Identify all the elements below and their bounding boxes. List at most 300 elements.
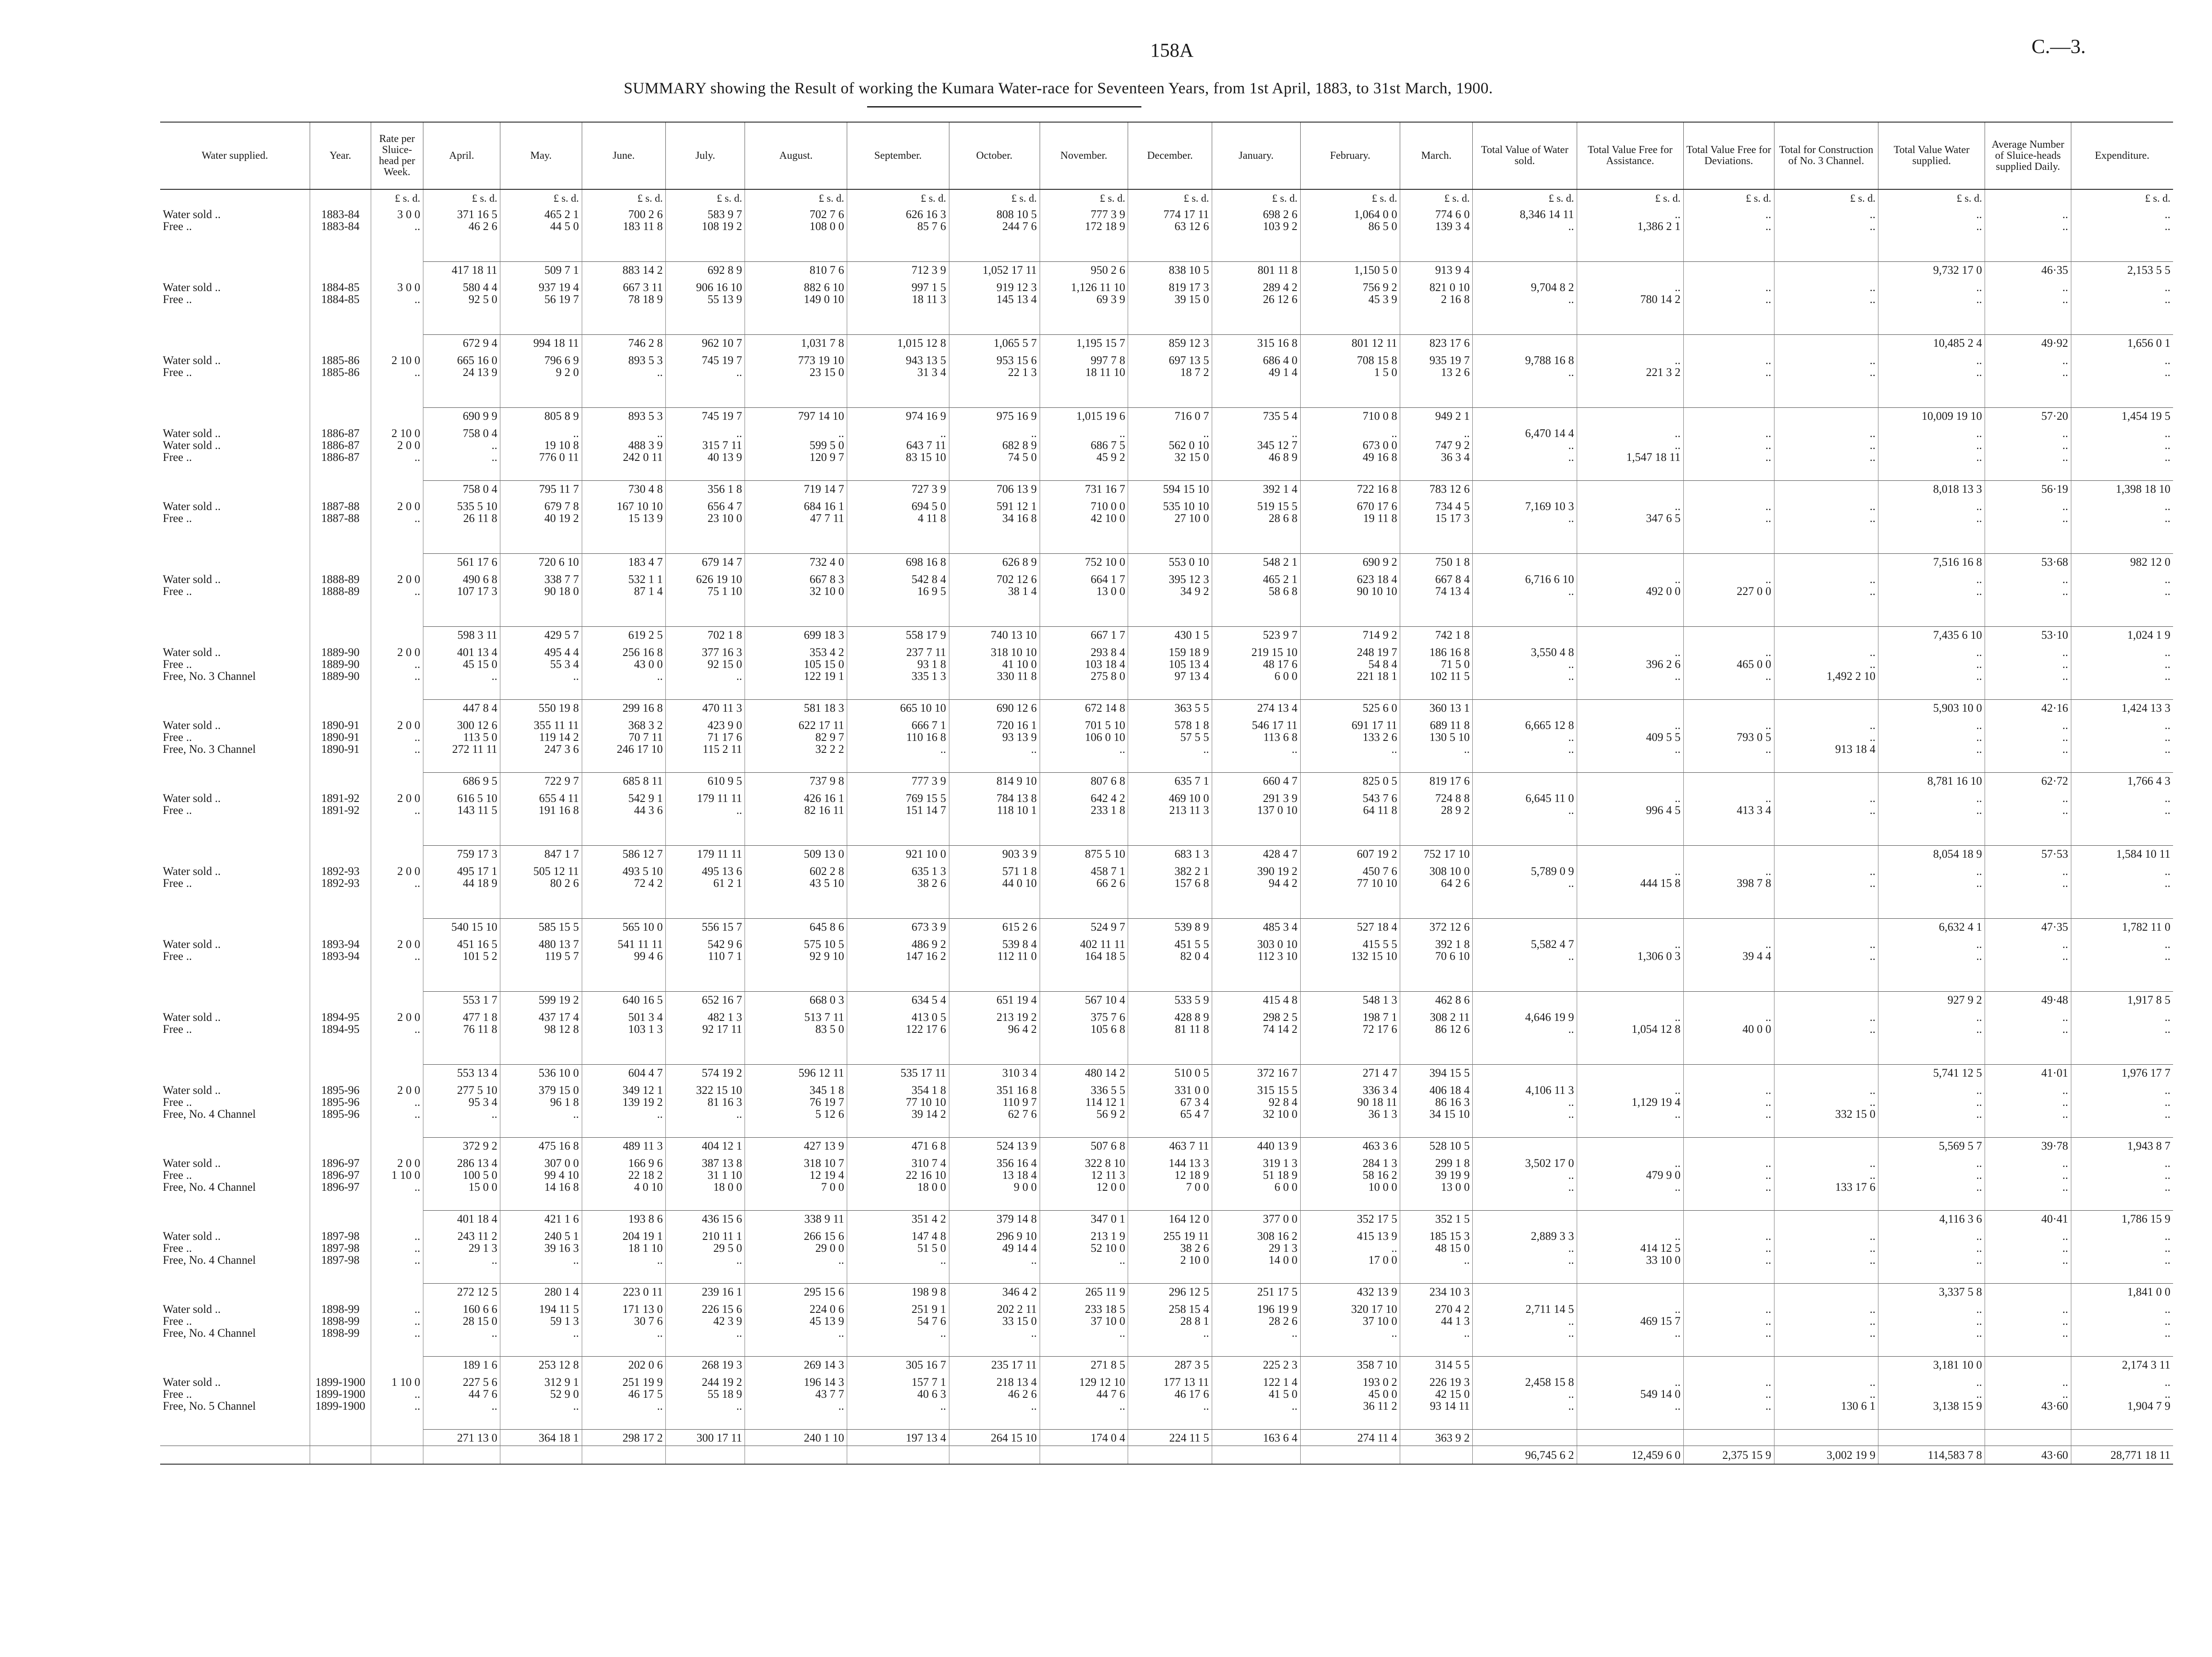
month-total-cell: 363 5 5 [1128,700,1212,716]
blank-cell [1577,1211,1683,1227]
month-total-cell: 428 4 7 [1212,846,1300,862]
month-value-cell: .. 643 7 11 83 15 10 [847,424,949,481]
month-total-cell: 271 13 0 [423,1430,500,1446]
water-type-cell: Water sold .. Free .. [160,1008,310,1065]
month-value-cell: 777 3 9 172 18 9 [1040,205,1128,262]
month-value-cell: 144 13 3 12 18 9 7 0 0 [1128,1154,1212,1211]
blank-cell [310,1357,371,1373]
unit-label: £ s. d. [500,189,582,205]
total-supplied-cell: 4,116 3 6 [1878,1211,1985,1227]
month-value-cell: 953 15 6 22 1 3 [949,351,1040,408]
year-block-row [160,862,2173,919]
month-value-cell: .. 315 7 11 40 13 9 [666,424,745,481]
blank-cell [1473,1284,1577,1300]
grand-total-avg: 43·60 [1985,1446,2071,1465]
unit-label: £ s. d. [949,189,1040,205]
month-value-cell: 349 12 1 139 19 2 .. [582,1081,666,1138]
column-header: Total Value Free for Deviations. [1683,122,1774,189]
month-total-cell: 234 10 3 [1400,1284,1473,1300]
rate-cell: 2 0 0 1 10 0 .. [371,1154,423,1211]
blank-cell [1473,627,1577,643]
column-header: January. [1212,122,1300,189]
summary-cell-dev: .. .. .. [1683,1154,1774,1211]
month-total-cell: 358 7 10 [1300,1357,1400,1373]
year-total-row [160,554,2173,570]
month-total-cell: 223 0 11 [582,1284,666,1300]
month-value-cell: 423 9 0 71 17 6 115 2 11 [666,716,745,773]
summary-cell-constr: .. .. [1774,789,1878,846]
summary-cell-assist: .. 469 15 7 .. [1577,1300,1683,1357]
month-total-cell: 823 17 6 [1400,335,1473,351]
grand-total-supplied: 114,583 7 8 [1878,1446,1985,1465]
total-supplied-cell: 5,903 10 0 [1878,700,1985,716]
month-value-cell: 303 0 10 112 3 10 [1212,935,1300,992]
summary-cell-avg: .. .. [1985,862,2071,919]
year-total-row [160,627,2173,643]
year-block-row [160,716,2173,773]
total-supplied-cell: 9,732 17 0 [1878,262,1985,278]
average-sluice-heads-cell: 57·53 [1985,846,2071,862]
average-sluice-heads-cell: 46·35 [1985,262,2071,278]
expenditure-cell: 1,766 4 3 [2071,773,2173,789]
blank-cell [1577,700,1683,716]
month-value-cell: 458 7 1 66 2 6 [1040,862,1128,919]
blank-cell [1577,773,1683,789]
month-total-cell: 604 4 7 [582,1065,666,1081]
summary-cell-dev: .. .. [1683,351,1774,408]
blank-cell [1473,408,1577,424]
month-value-cell: .. 682 8 9 74 5 0 [949,424,1040,481]
month-total-cell: 404 12 1 [666,1138,745,1154]
month-total-cell: 1,015 19 6 [1040,408,1128,424]
month-value-cell: 734 4 5 15 17 3 [1400,497,1473,554]
blank-cell [1473,1138,1577,1154]
summary-cell-exp: .. .. .. [2165,1084,2170,1120]
unit-label: £ s. d. [371,189,423,205]
month-value-cell: 774 6 0 139 3 4 [1400,205,1473,262]
month-value-cell: 437 17 4 98 12 8 [500,1008,582,1065]
unit-label: £ s. d. [666,189,745,205]
page-number: 158A [1150,39,1194,61]
year-block-row [160,789,2173,846]
month-value-cell: 356 16 4 13 18 4 9 0 0 [949,1154,1040,1211]
blank-cell [1683,700,1774,716]
month-value-cell: 773 19 10 23 15 0 [745,351,847,408]
month-total-cell: 598 3 11 [423,627,500,643]
page-title: SUMMARY showing the Result of working the Kumara Water-race for Seventeen Years, from 1st April, 1883, to 31st March, 1900. [624,79,1493,97]
month-value-cell: 623 18 4 90 10 10 [1300,570,1400,627]
year-cell: 1885-86 1885-86 [310,351,371,408]
summary-cell-supplied: .. .. [1878,1008,1985,1065]
month-total-cell: 253 12 8 [500,1357,582,1373]
month-total-cell: 706 13 9 [949,481,1040,497]
month-total-cell: 436 15 6 [666,1211,745,1227]
month-total-cell: 847 1 7 [500,846,582,862]
summary-cell-constr: .. .. 133 17 6 [1774,1154,1878,1211]
month-value-cell: 532 1 1 87 1 4 [582,570,666,627]
expenditure-cell: 1,424 13 3 [2071,700,2173,716]
month-value-cell: 312 9 1 52 9 0 .. [500,1373,582,1430]
month-value-cell: 177 13 11 46 17 6 .. [1128,1373,1212,1430]
blank-cell [1683,992,1774,1008]
water-type-cell: Water sold .. Free .. [160,205,310,262]
month-total-cell: 510 0 5 [1128,1065,1212,1081]
month-value-cell: 667 3 11 78 18 9 [582,278,666,335]
total-supplied-cell: 10,485 2 4 [1878,335,1985,351]
month-value-cell: .. 488 3 9 242 0 11 [582,424,666,481]
month-value-cell: 495 17 1 44 18 9 [423,862,500,919]
summary-cell-assist: .. 409 5 5 .. [1577,716,1683,773]
summary-cell-exp: .. .. .. [2165,1230,2170,1266]
year-cell: 1892-93 1892-93 [310,862,371,919]
blank-cell [1577,992,1683,1008]
month-value-cell: 542 8 4 16 9 5 [847,570,949,627]
year-cell: 1884-85 1884-85 [310,278,371,335]
month-total-cell: 553 13 4 [423,1065,500,1081]
blank-cell [1473,1211,1577,1227]
blank-cell [310,773,371,789]
summary-cell-supplied: .. .. .. [1878,1154,1985,1211]
average-sluice-heads-cell [1985,1430,2071,1446]
blank-cell [371,481,423,497]
rate-cell: 2 0 0 .. [371,1008,423,1065]
expenditure-cell: 1,976 17 7 [2071,1065,2173,1081]
year-block-row [160,935,2173,992]
month-value-cell: 226 15 6 42 3 9 .. [666,1300,745,1357]
month-total-cell: 567 10 4 [1040,992,1128,1008]
month-total-cell: 962 10 7 [666,335,745,351]
blank-cell [1473,1065,1577,1081]
month-total-cell: 524 9 7 [1040,919,1128,935]
unit-label: £ s. d. [1774,189,1878,205]
summary-cell-constr: .. .. [1774,862,1878,919]
month-value-cell: 353 4 2 105 15 0 122 19 1 [745,643,847,700]
month-total-cell: 819 17 6 [1400,773,1473,789]
blank-cell [1774,481,1878,497]
month-total-cell: 287 3 5 [1128,1357,1212,1373]
month-value-cell: 224 0 6 45 13 9 .. [745,1300,847,1357]
month-value-cell: 147 4 8 51 5 0 .. [847,1227,949,1284]
month-total-cell: 305 16 7 [847,1357,949,1373]
month-value-cell: 666 7 1 110 16 8 .. [847,716,949,773]
month-value-cell: 689 11 8 130 5 10 .. [1400,716,1473,773]
month-value-cell: 535 10 10 27 10 0 [1128,497,1212,554]
summary-cell-exp: .. .. [2165,354,2170,379]
month-value-cell: 395 12 3 34 9 2 [1128,570,1212,627]
month-total-cell: 553 1 7 [423,992,500,1008]
month-value-cell: 490 6 8 107 17 3 [423,570,500,627]
summary-cell-sold: 3,550 4 8 .. .. [1473,643,1577,700]
blank-cell [160,773,310,789]
blank-cell [1683,1284,1774,1300]
month-value-cell: 194 11 5 59 1 3 .. [500,1300,582,1357]
column-header: July. [666,122,745,189]
month-value-cell: 698 2 6 103 9 2 [1212,205,1300,262]
water-type-cell: Water sold .. Free .. [160,789,310,846]
rate-cell: 2 0 0 .. [371,570,423,627]
summary-cell-sold: 2,711 14 5 .. .. [1473,1300,1577,1357]
month-value-cell: 196 14 3 43 7 7 .. [745,1373,847,1430]
month-total-cell: 372 12 6 [1400,919,1473,935]
water-type-cell: Water sold .. Free .. [160,935,310,992]
summary-cell-sold: 9,704 8 2 .. [1473,278,1577,335]
year-total-row [160,1284,2173,1300]
grand-total-dev: 2,375 15 9 [1683,1446,1774,1465]
month-value-cell: 937 19 4 56 19 7 [500,278,582,335]
water-type-cell: Water sold .. Free .. Free, No. 4 Channel [160,1300,310,1357]
month-value-cell: 724 8 8 28 9 2 [1400,789,1473,846]
summary-cell-avg: .. .. [1985,1008,2071,1065]
month-value-cell: .. 747 9 2 36 3 4 [1400,424,1473,481]
month-total-cell: 859 12 3 [1128,335,1212,351]
month-total-cell: 698 16 8 [847,554,949,570]
month-total-cell: 429 5 7 [500,627,582,643]
month-value-cell: 482 1 3 92 17 11 [666,1008,745,1065]
summary-cell-assist: .. 414 12 5 33 10 0 [1577,1227,1683,1284]
expenditure-cell: 2,153 5 5 [2071,262,2173,278]
month-value-cell: 320 17 10 37 10 0 .. [1300,1300,1400,1357]
month-total-cell: 401 18 4 [423,1211,500,1227]
month-total-cell: 635 7 1 [1128,773,1212,789]
expenditure-cell: 1,841 0 0 [2071,1284,2173,1300]
month-value-cell: 382 2 1 157 6 8 [1128,862,1212,919]
year-cell: 1897-98 1897-98 1897-98 [310,1227,371,1284]
month-total-cell: 315 16 8 [1212,335,1300,351]
month-value-cell: 583 9 7 108 19 2 [666,205,745,262]
expenditure-cell: 1,656 0 1 [2071,335,2173,351]
blank-cell [160,1357,310,1373]
blank-cell [1774,773,1878,789]
water-type-cell: Water sold .. Free .. Free, No. 3 Channel [160,716,310,773]
month-total-cell: 1,195 15 7 [1040,335,1128,351]
expenditure-cell: 982 12 0 [2071,554,2173,570]
month-value-cell: 167 10 10 15 13 9 [582,497,666,554]
blank-cell [1577,262,1683,278]
rate-cell: 2 0 0 .. [371,935,423,992]
unit-label: £ s. d. [1577,189,1683,205]
month-value-cell: 336 5 5 114 12 1 56 9 2 [1040,1081,1128,1138]
month-total-cell: 271 8 5 [1040,1357,1128,1373]
blank-cell [1473,335,1577,351]
summary-cell-exp: .. .. [2165,1011,2170,1036]
month-value-cell: 694 5 0 4 11 8 [847,497,949,554]
water-type-cell: Water sold .. Free .. Free, No. 5 Channel [160,1373,310,1430]
expenditure-cell: 1,917 8 5 [2071,992,2173,1008]
total-supplied-cell: 5,741 12 5 [1878,1065,1985,1081]
blank-cell [1577,627,1683,643]
blank-cell [371,846,423,862]
water-type-cell: Water sold .. Free .. Free, No. 4 Channel [160,1154,310,1211]
average-sluice-heads-cell: 49·48 [1985,992,2071,1008]
month-total-cell: 163 6 4 [1212,1430,1300,1446]
year-cell: 1890-91 1890-91 1890-91 [310,716,371,773]
summary-cell-constr: .. .. [1774,497,1878,554]
month-value-cell: 402 11 11 164 18 5 [1040,935,1128,992]
water-type-cell: Water sold .. Free .. Free, No. 3 Channel [160,643,310,700]
month-total-cell: 574 19 2 [666,1065,745,1081]
rate-cell: .. .. .. [371,1300,423,1357]
year-block-row [160,205,2173,262]
blank-cell [310,846,371,862]
month-value-cell: 392 1 8 70 6 10 [1400,935,1473,992]
blank-cell [371,408,423,424]
summary-cell-dev: .. 465 0 0 .. [1683,643,1774,700]
blank-cell [160,554,310,570]
month-value-cell: 486 9 2 147 16 2 [847,935,949,992]
expenditure-cell: 1,943 8 7 [2071,1138,2173,1154]
blank-cell [1683,919,1774,935]
year-block-row [160,1081,2173,1138]
month-total-cell: 712 3 9 [847,262,949,278]
summary-cell-dev: .. .. [1683,497,1774,554]
summary-cell-sold: 4,106 11 3 .. .. [1473,1081,1577,1138]
month-total-cell: 509 13 0 [745,846,847,862]
summary-cell-dev: .. 793 0 5 .. [1683,716,1774,773]
month-total-cell: 921 10 0 [847,846,949,862]
year-total-row [160,992,2173,1008]
month-value-cell: 390 19 2 94 4 2 [1212,862,1300,919]
total-supplied-cell: 3,337 5 8 [1878,1284,1985,1300]
year-cell: 1896-97 1896-97 1896-97 [310,1154,371,1211]
summary-cell-exp: .. .. 1,904 7 9 [2127,1376,2170,1412]
summary-cell-avg: .. .. [1985,935,2071,992]
month-value-cell: 602 2 8 43 5 10 [745,862,847,919]
month-total-cell: 686 9 5 [423,773,500,789]
month-value-cell: 354 1 8 77 10 10 39 14 2 [847,1081,949,1138]
month-value-cell: 375 7 6 105 6 8 [1040,1008,1128,1065]
month-total-cell: 377 0 0 [1212,1211,1300,1227]
total-supplied-cell: 6,632 4 1 [1878,919,1985,935]
month-value-cell: 171 13 0 30 7 6 .. [582,1300,666,1357]
month-total-cell: 710 0 8 [1300,408,1400,424]
expenditure-cell: 1,786 15 9 [2071,1211,2173,1227]
column-header: Total Value of Water sold. [1473,122,1577,189]
month-total-cell: 586 12 7 [582,846,666,862]
month-total-cell: 536 10 0 [500,1065,582,1081]
blank-cell [1683,773,1774,789]
month-total-cell: 528 10 5 [1400,1138,1473,1154]
blank-cell [1774,1211,1878,1227]
blank-cell [1577,481,1683,497]
year-cell: 1895-96 1895-96 1895-96 [310,1081,371,1138]
month-value-cell: 277 5 10 95 3 4 .. [423,1081,500,1138]
unit-label: £ s. d. [2145,193,2170,204]
blank-cell [310,700,371,716]
blank-cell [160,1284,310,1300]
summary-cell-constr: .. .. 130 6 1 [1774,1373,1878,1430]
blank-cell [371,1138,423,1154]
month-total-cell: 732 4 0 [745,554,847,570]
summary-cell-avg: .. .. .. [1985,424,2071,481]
summary-cell-sold: 2,458 15 8 .. .. [1473,1373,1577,1430]
blank-cell [371,1211,423,1227]
month-value-cell: .. 673 0 0 49 16 8 [1300,424,1400,481]
month-value-cell: 160 6 6 28 15 0 .. [423,1300,500,1357]
summary-cell-supplied: .. .. [1878,497,1985,554]
month-total-cell: 561 17 6 [423,554,500,570]
month-total-cell: 619 2 5 [582,627,666,643]
year-cell: 1898-99 1898-99 1898-99 [310,1300,371,1357]
year-total-row [160,335,2173,351]
column-header: June. [582,122,666,189]
month-value-cell: 237 7 11 93 1 8 335 1 3 [847,643,949,700]
month-value-cell: 240 5 1 39 16 3 .. [500,1227,582,1284]
column-header: Average Number of Sluice-heads supplied Daily. [1985,122,2071,189]
water-type-cell: Water sold .. Free .. [160,862,310,919]
blank-cell [1774,554,1878,570]
month-total-cell: 440 13 9 [1212,1138,1300,1154]
summary-cell-sold: 4,646 19 9 .. [1473,1008,1577,1065]
average-sluice-heads-cell [1985,1284,2071,1300]
total-supplied-cell: 927 9 2 [1878,992,1985,1008]
month-total-cell: 272 12 5 [423,1284,500,1300]
year-block-row [160,278,2173,335]
month-value-cell: 315 15 5 92 8 4 32 10 0 [1212,1081,1300,1138]
blank-cell [1774,992,1878,1008]
month-value-cell: 997 7 8 18 11 10 [1040,351,1128,408]
year-block-row [160,497,2173,554]
month-total-cell: 777 3 9 [847,773,949,789]
summary-cell-assist: .. 1,386 2 1 [1577,205,1683,262]
month-total-cell: 550 19 8 [500,700,582,716]
month-value-cell: 166 9 6 22 18 2 4 0 10 [582,1154,666,1211]
month-value-cell: 210 11 1 29 5 0 .. [666,1227,745,1284]
month-total-cell: 949 2 1 [1400,408,1473,424]
month-total-cell: 565 10 0 [582,919,666,935]
month-value-cell: 906 16 10 55 13 9 [666,278,745,335]
month-value-cell: 379 15 0 96 1 8 .. [500,1081,582,1138]
summary-cell-sold: 2,889 3 3 .. .. [1473,1227,1577,1284]
blank-cell [949,1446,1040,1465]
blank-cell [160,700,310,716]
expenditure-cell [2071,1430,2173,1446]
month-total-cell: 240 1 10 [745,1430,847,1446]
month-value-cell: 935 19 7 13 2 6 [1400,351,1473,408]
month-total-cell: 719 14 7 [745,481,847,497]
summary-cell-assist: .. 1,129 19 4 .. [1577,1081,1683,1138]
month-value-cell: 670 17 6 19 11 8 [1300,497,1400,554]
rate-cell: 2 0 0 .. [371,497,423,554]
month-value-cell: 307 0 0 99 4 10 14 16 8 [500,1154,582,1211]
month-value-cell: 371 16 5 46 2 6 [423,205,500,262]
month-value-cell: 157 7 1 40 6 3 .. [847,1373,949,1430]
month-value-cell: 480 13 7 119 5 7 [500,935,582,992]
blank-cell [310,481,371,497]
month-total-cell: 271 4 7 [1300,1065,1400,1081]
blank-cell [1774,408,1878,424]
summary-cell-supplied: .. .. .. [1878,1081,1985,1138]
average-sluice-heads-cell: 49·92 [1985,335,2071,351]
month-value-cell: 720 16 1 93 13 9 .. [949,716,1040,773]
month-total-cell: 838 10 5 [1128,262,1212,278]
unit-label [310,189,371,205]
month-total-cell: 295 15 6 [745,1284,847,1300]
blank-cell [310,627,371,643]
blank-cell [160,335,310,351]
month-total-cell: 752 17 10 [1400,846,1473,862]
water-type-cell: Water sold .. Water sold .. Free .. [160,424,310,481]
blank-cell [310,262,371,278]
month-total-cell: 251 17 5 [1212,1284,1300,1300]
summary-cell-sold: 3,502 17 0 .. .. [1473,1154,1577,1211]
blank-cell [1774,700,1878,716]
month-value-cell: 415 13 9 .. 17 0 0 [1300,1227,1400,1284]
summary-cell-dev: .. .. .. [1683,1373,1774,1430]
column-header: April. [423,122,500,189]
month-value-cell: 756 9 2 45 3 9 [1300,278,1400,335]
column-header: February. [1300,122,1400,189]
summary-cell-supplied: .. .. 3,138 15 9 [1878,1373,1985,1430]
